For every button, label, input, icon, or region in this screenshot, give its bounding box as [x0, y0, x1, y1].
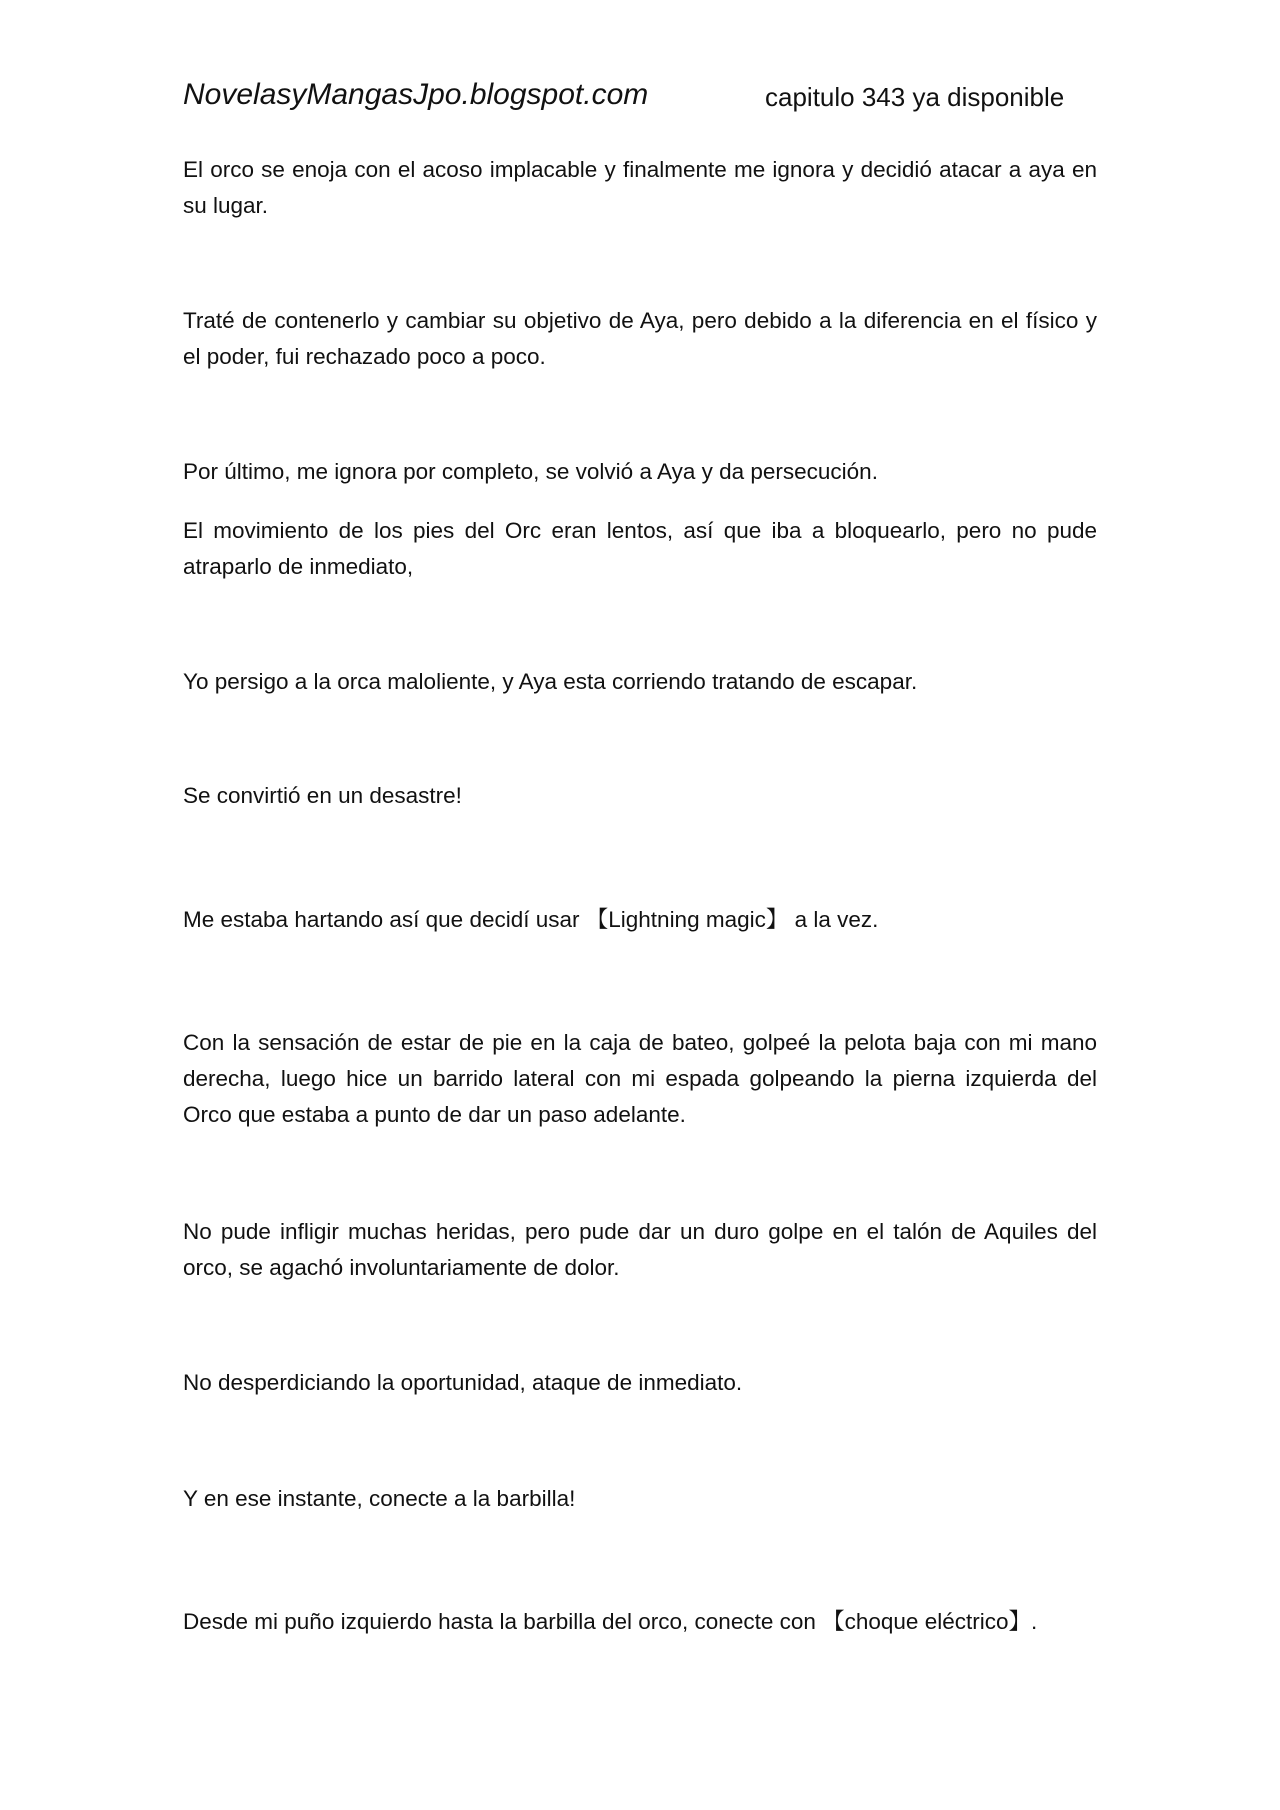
paragraph-7: Me estaba hartando así que decidí usar 【Lightning magic】 a la vez. [183, 907, 879, 932]
site-title: NovelasyMangasJpo.blogspot.com [183, 78, 649, 111]
paragraph-4: El movimiento de los pies del Orc eran lentos, así que iba a bloquearlo, pero no pude atraparlo de inmediato, [183, 518, 1097, 579]
paragraph-8: Con la sensación de estar de pie en la caja de bateo, golpeé la pelota baja con mi mano derecha, luego hice un barrido lateral con mi espada golpeando la pierna izquierda del Orco que estaba a punto de dar un paso adelante. [183, 1030, 1097, 1127]
chapter-note: capitulo 343 ya disponible [765, 82, 1065, 112]
paragraph-1: El orco se enoja con el acoso implacable y finalmente me ignora y decidió atacar a aya en su lugar. [183, 157, 1097, 218]
paragraph-10: No desperdiciando la oportunidad, ataque de inmediato. [183, 1370, 743, 1395]
paragraph-11: Y en ese instante, conecte a la barbilla! [183, 1486, 576, 1511]
paragraph-6: Se convirtió en un desastre! [183, 783, 462, 808]
paragraph-5: Yo persigo a la orca maloliente, y Aya esta corriendo tratando de escapar. [183, 669, 918, 694]
paragraph-12: Desde mi puño izquierdo hasta la barbilla del orco, conecte con 【choque eléctrico】. [183, 1609, 1038, 1634]
paragraph-9: No pude infligir muchas heridas, pero pude dar un duro golpe en el talón de Aquiles del orco, se agachó involuntariamente de dolor. [183, 1219, 1097, 1280]
paragraph-3: Por último, me ignora por completo, se volvió a Aya y da persecución. [183, 459, 878, 484]
paragraph-2: Traté de contenerlo y cambiar su objetivo de Aya, pero debido a la diferencia en el físico y el poder, fui rechazado poco a poco. [183, 308, 1097, 369]
